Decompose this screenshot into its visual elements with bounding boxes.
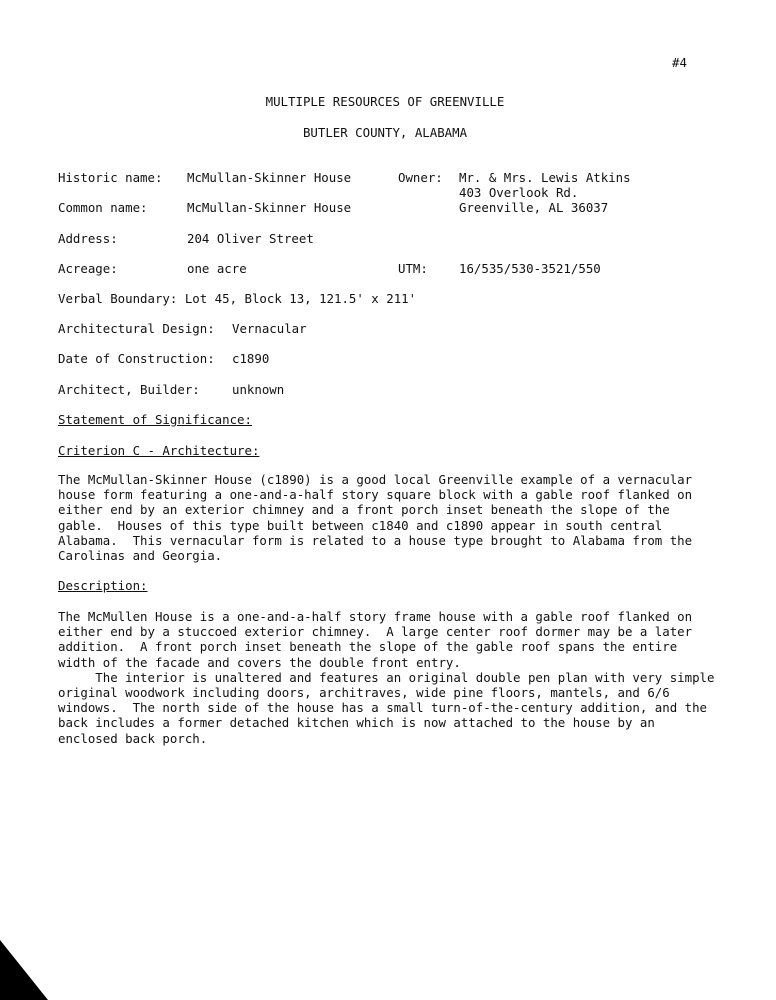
page-number: #4 <box>672 55 687 70</box>
historic-name-value: McMullan-Skinner House <box>187 170 352 185</box>
owner-label: Owner: <box>398 170 443 185</box>
document-title: MULTIPLE RESOURCES OF GREENVILLE <box>265 94 505 109</box>
criterion-paragraph: The McMullan-Skinner House (c1890) is a good local Greenville example of a vernacular house form featuring a one-and-a-half story square block with a gable roof flanked on either end by an exterior chimney and a front porch inset beneath the slope of the gable. Houses of this type built between c1840 and c1890 appear in south central Alabama. This vernacular form is related to a house type brought to Alabama from the Carolinas and Georgia. <box>58 472 693 564</box>
owner-line-1: Mr. & Mrs. Lewis Atkins <box>459 170 631 185</box>
historic-name-label: Historic name: <box>58 170 163 185</box>
architectural-design-value: Vernacular <box>232 321 307 336</box>
common-name-label: Common name: <box>58 200 148 215</box>
architect-builder-label: Architect, Builder: <box>58 382 200 397</box>
description-paragraph: The McMullen House is a one-and-a-half story frame house with a gable roof flanked on either end by a stuccoed exterior chimney. A large center roof dormer may be a later addition. A front porch inset beneath the slope of the gable roof spans the entire width of the facade and covers the double front entry. The interior is unaltered and features an original double pen plan with very simple original woodwork including doors, architraves, wide pine floors, mantels, and 6/6 windows. The north side of the house has a small turn-of-the-century addition, and the back includes a former detached kitchen which is now attached to the house by an enclosed back porch. <box>58 609 715 746</box>
address-value: 204 Oliver Street <box>187 231 314 246</box>
common-name-value: McMullan-Skinner House <box>187 200 352 215</box>
utm-label: UTM: <box>398 261 428 276</box>
description-heading: Description: <box>58 578 148 593</box>
significance-heading: Statement of Significance: <box>58 412 252 427</box>
utm-value: 16/535/530-3521/550 <box>459 261 601 276</box>
corner-triangle-mark <box>0 940 48 1000</box>
date-of-construction-label: Date of Construction: <box>58 351 215 366</box>
acreage-value: one acre <box>187 261 247 276</box>
criterion-heading: Criterion C - Architecture: <box>58 443 260 458</box>
date-of-construction-value: c1890 <box>232 351 270 366</box>
acreage-label: Acreage: <box>58 261 118 276</box>
owner-line-3: Greenville, AL 36037 <box>459 200 609 215</box>
verbal-boundary: Verbal Boundary: Lot 45, Block 13, 121.5' x 211' <box>58 291 417 306</box>
architect-builder-value: unknown <box>232 382 285 397</box>
document-subtitle: BUTLER COUNTY, ALABAMA <box>302 125 468 140</box>
owner-line-2: 403 Overlook Rd. <box>459 185 579 200</box>
address-label: Address: <box>58 231 118 246</box>
architectural-design-label: Architectural Design: <box>58 321 215 336</box>
